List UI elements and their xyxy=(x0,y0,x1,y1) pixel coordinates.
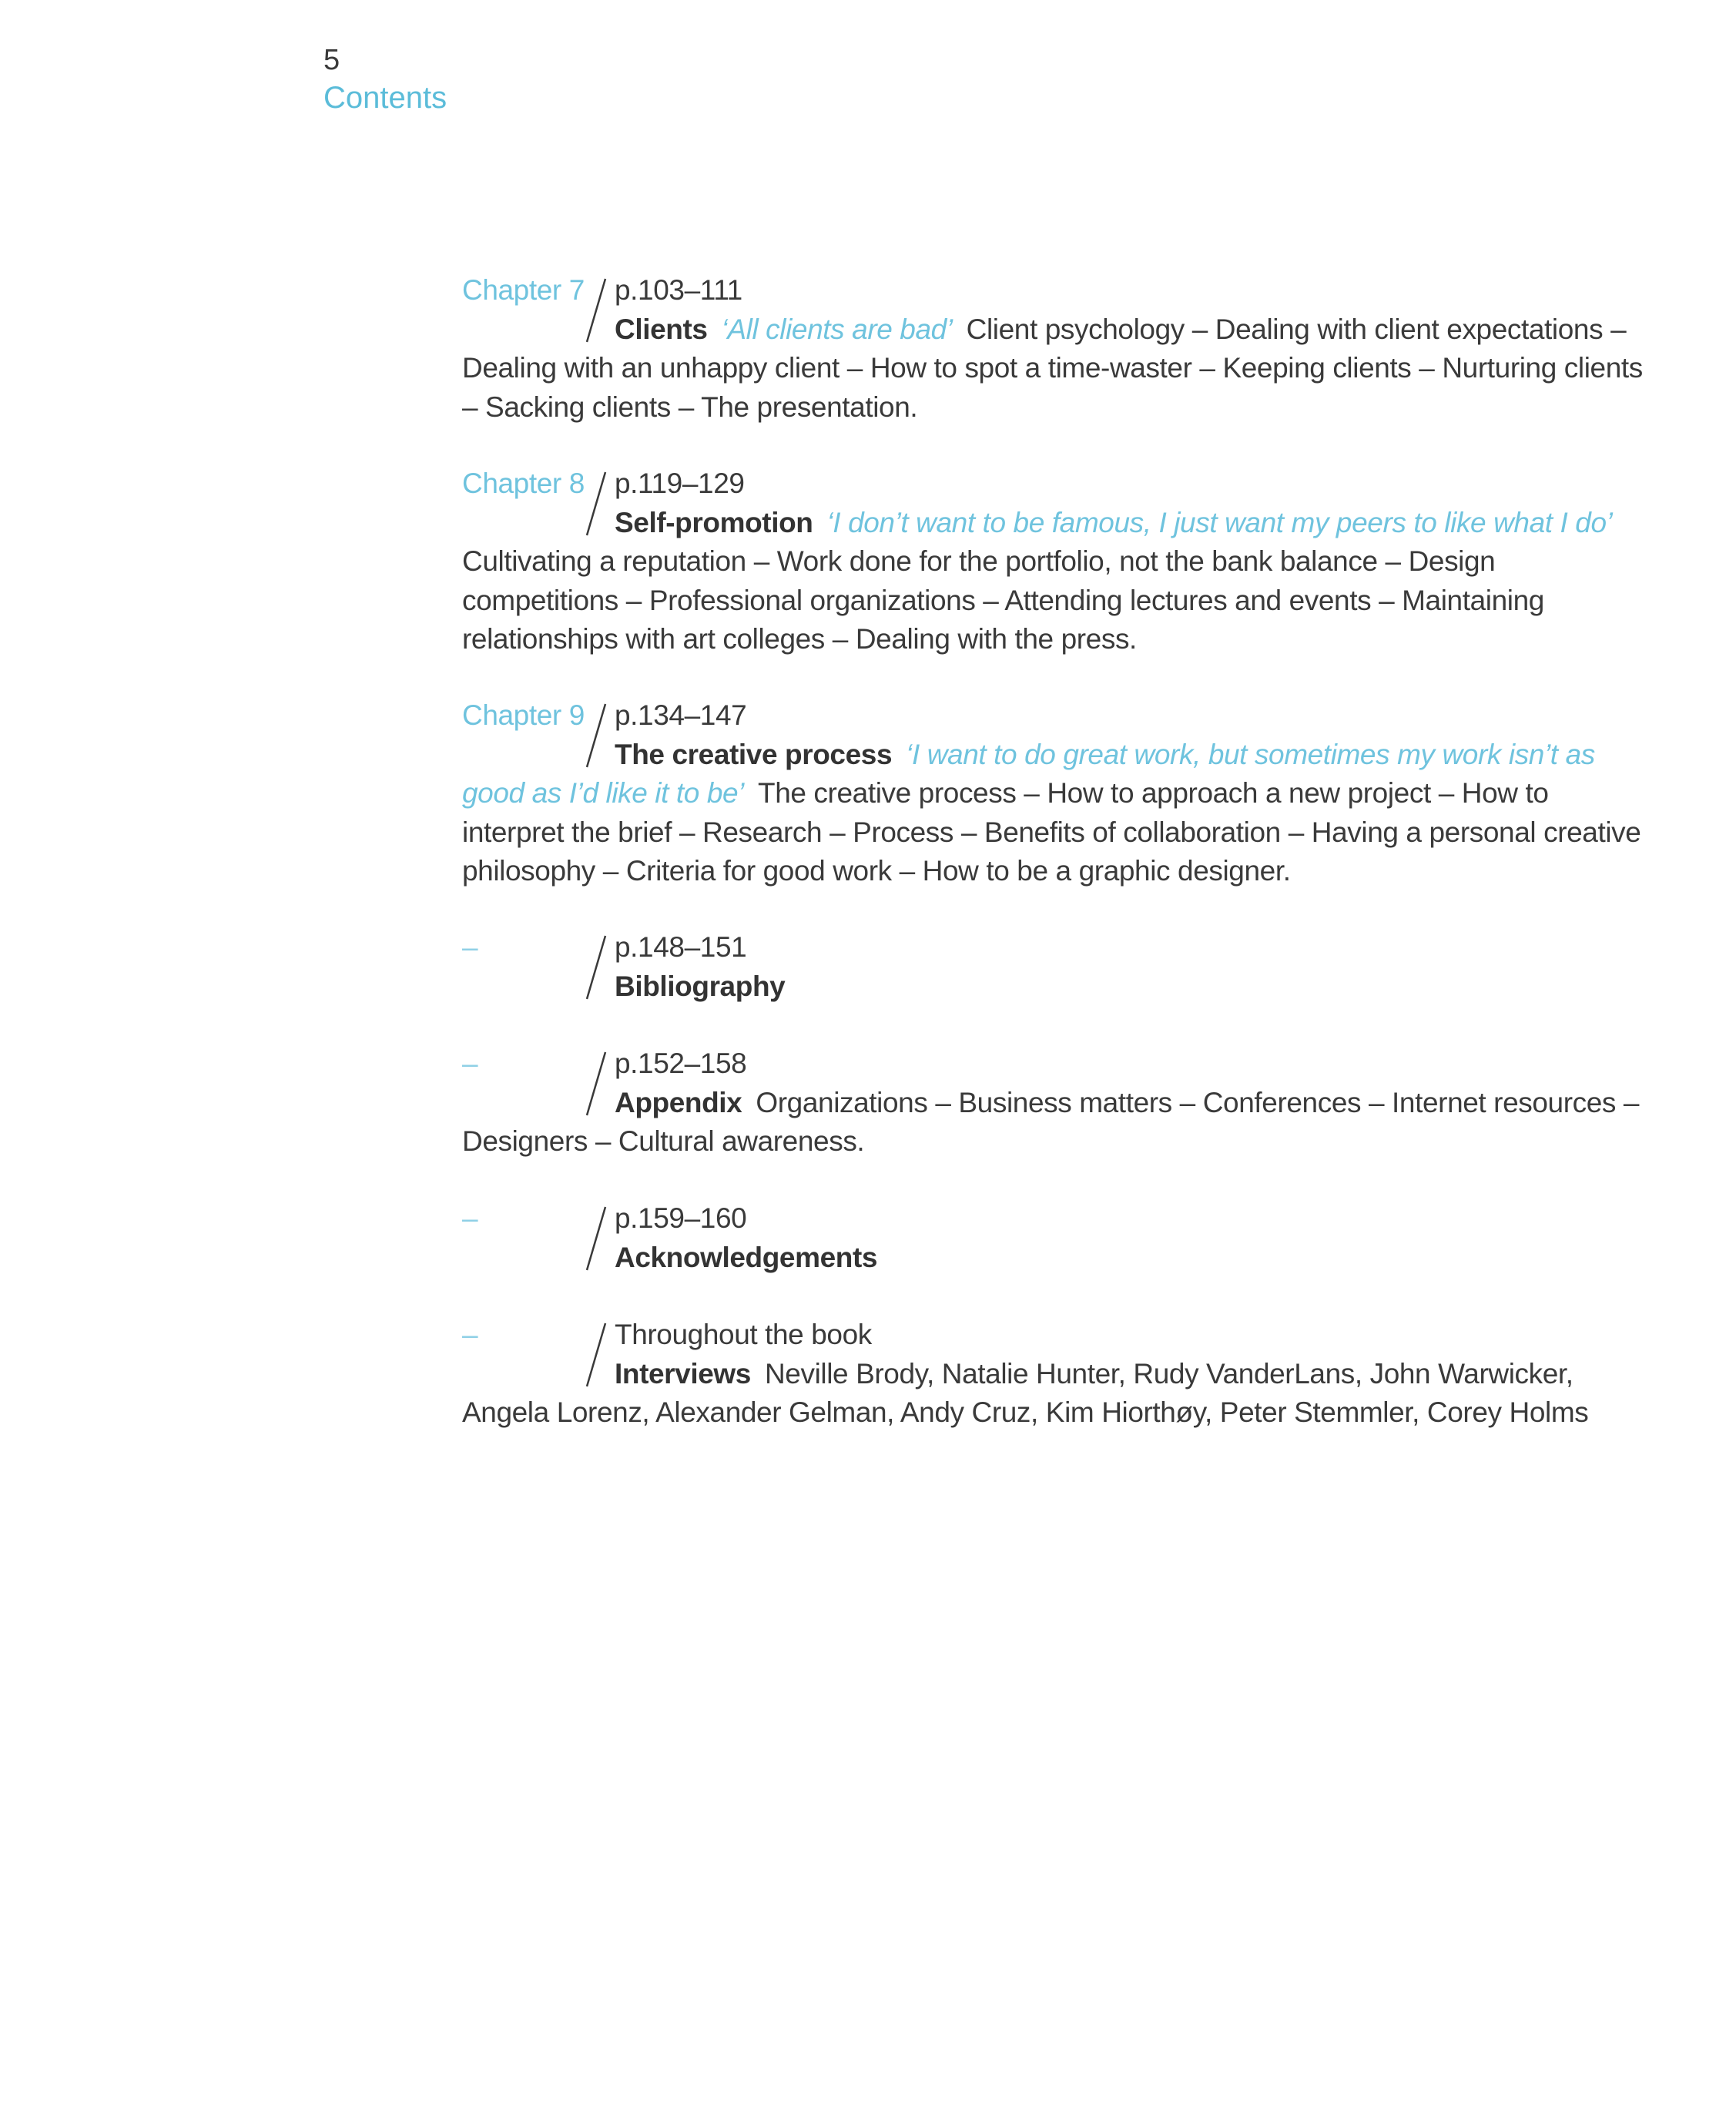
page-range: p.159–160 xyxy=(615,1202,747,1234)
entry-quote: ‘All clients are bad’ xyxy=(721,313,953,345)
page-number: 5 xyxy=(323,44,340,76)
toc-entry-bibliography xyxy=(462,928,1648,1006)
toc-entry-acknowledgements xyxy=(462,1199,1648,1277)
entry-heading: Bibliography xyxy=(615,970,786,1002)
page-range: Throughout the book xyxy=(615,1319,872,1350)
slash-divider xyxy=(585,934,607,1001)
toc-entry-interviews xyxy=(462,1316,1648,1433)
slash-divider xyxy=(585,1205,607,1272)
page-range: p.134–147 xyxy=(615,699,747,731)
entry-quote: ‘I want to do great work, but sometimes my work isn’t as good as I’d like it to be’ xyxy=(462,738,1595,809)
entry-heading: Acknowledgements xyxy=(615,1241,878,1273)
entry-heading: Self-promotion xyxy=(615,506,813,538)
page-range: p.103–111 xyxy=(615,274,742,306)
chapter-label: Chapter 8 xyxy=(462,468,585,499)
page-title: Contents xyxy=(323,81,447,115)
entry-heading: Clients xyxy=(615,313,708,345)
entry-description: Neville Brody, Natalie Hunter, Rudy VanderLans, John Warwicker, Angela Lorenz, Alexander Gelman, Andy Cruz, Kim Hiorthøy, Peter Stemmler, Corey Holms xyxy=(462,1357,1589,1428)
toc-entry-chapter-9 xyxy=(462,696,1648,891)
page-range: p.152–158 xyxy=(615,1048,747,1079)
entry-quote: ‘I don’t want to be famous, I just want my peers to like what I do’ xyxy=(826,506,1613,538)
entry-heading: Appendix xyxy=(615,1086,742,1118)
entry-description: The creative process – How to approach a new project – How to interpret the brief – Research – Process – Benefits of collaboration – Having a personal creative philosophy – Criteria for good work – How to be a graphic designer. xyxy=(462,777,1641,887)
entry-description: Cultivating a reputation – Work done for the portfolio, not the bank balance – Design competitions – Professional organizations – Attending lectures and events – Maintaining relationships with art colleges – Dealing with the press. xyxy=(462,545,1544,655)
entry-dash: – xyxy=(462,1202,478,1234)
chapter-label: Chapter 9 xyxy=(462,699,585,731)
page-range: p.148–151 xyxy=(615,931,747,963)
entry-heading: The creative process xyxy=(615,738,893,770)
entry-description: Client psychology – Dealing with client expectations – Dealing with an unhappy client – How to spot a time-waster – Keeping clients – Nurturing clients – Sacking clients – The presentation. xyxy=(462,313,1643,423)
toc-entry-appendix xyxy=(462,1044,1648,1162)
slash-divider xyxy=(585,1322,607,1388)
slash-divider xyxy=(585,702,607,769)
chapter-label: Chapter 7 xyxy=(462,274,585,306)
entry-dash: – xyxy=(462,931,478,963)
slash-divider xyxy=(585,277,607,344)
slash-divider xyxy=(585,471,607,537)
entry-description: Organizations – Business matters – Conferences – Internet resources – Designers – Cultural awareness. xyxy=(462,1086,1640,1157)
page-range: p.119–129 xyxy=(615,468,745,499)
slash-divider xyxy=(585,1051,607,1117)
toc-entry-chapter-7 xyxy=(462,271,1648,427)
entry-dash: – xyxy=(462,1319,478,1350)
entry-dash: – xyxy=(462,1048,478,1079)
toc-entry-chapter-8 xyxy=(462,464,1648,659)
entry-heading: Interviews xyxy=(615,1357,751,1390)
